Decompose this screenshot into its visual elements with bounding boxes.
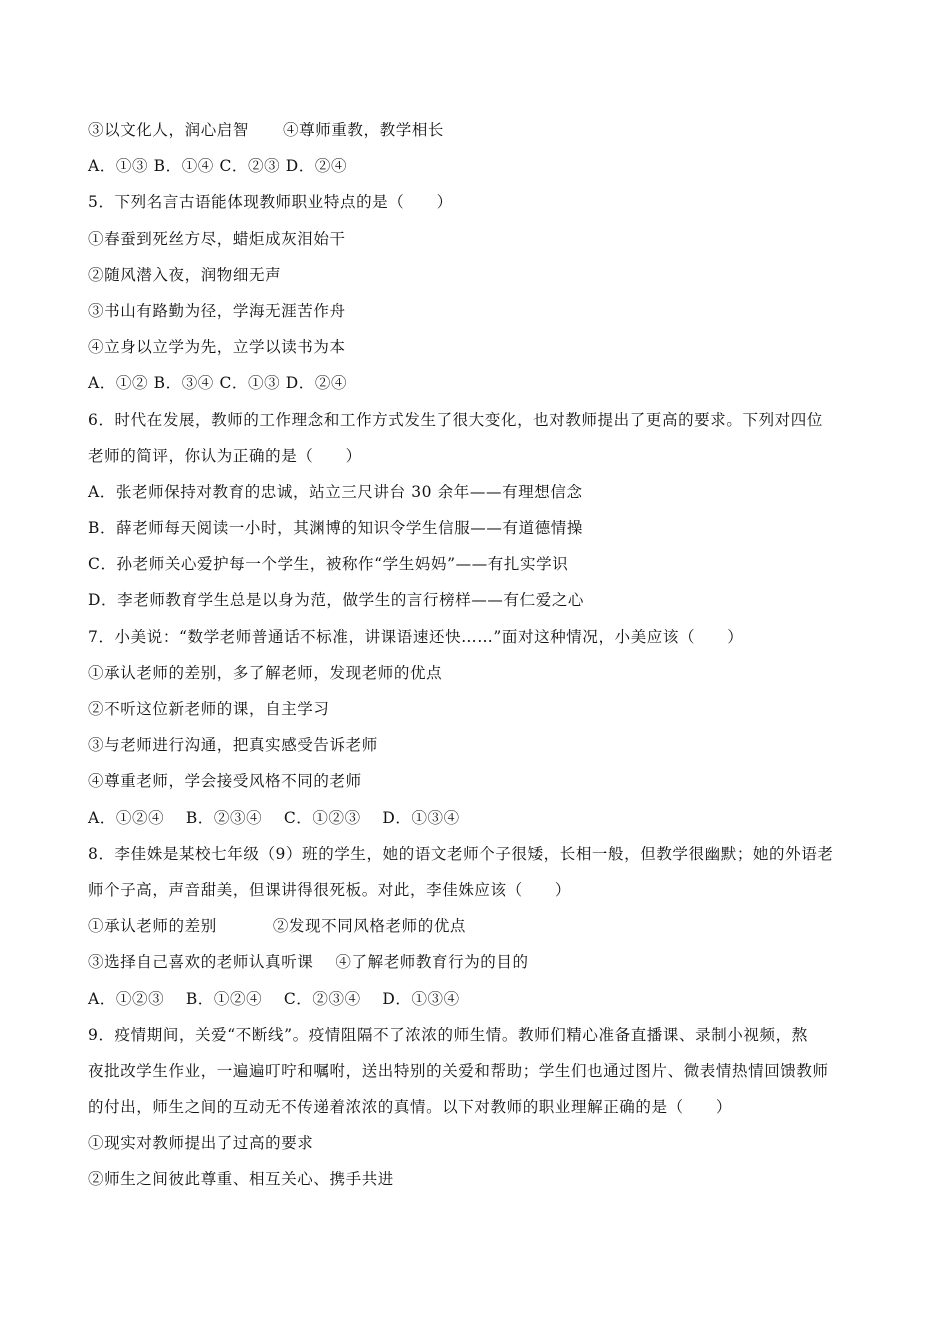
q9-item-2: ②师生之间彼此尊重、相互关心、携手共进 — [88, 1170, 394, 1189]
q8-stem-line-1: 8．李佳姝是某校七年级（9）班的学生，她的语文老师个子很矮，长相一般，但教学很幽默；她的外语老 — [88, 844, 834, 863]
q5-options: A．①② B．③④ C．①③ D．②④ — [88, 374, 348, 393]
q8-items-line-1 — [88, 908, 868, 944]
q6-option-b: B．薛老师每天阅读一小时，其渊博的知识令学生信服——有道德情操 — [88, 519, 583, 538]
q7-item-1: ①承认老师的差别，多了解老师，发现老师的优点 — [88, 663, 443, 682]
q8-options: A．①②③ B．①②④ C．②③④ D．①③④ — [88, 989, 460, 1008]
q6-stem-line-2: 老师的简评，你认为正确的是（ ） — [88, 446, 362, 465]
q7-item-3: ③与老师进行沟通，把真实感受告诉老师 — [88, 736, 378, 755]
q4-items-line — [88, 112, 868, 148]
q6-option-d: D．李老师教育学生总是以身为范，做学生的言行榜样——有仁爱之心 — [88, 591, 585, 610]
q5-stem: 5．下列名言古语能体现教师职业特点的是（ ） — [88, 193, 453, 212]
q7-item-2: ②不听这位新老师的课，自主学习 — [88, 700, 330, 718]
q5-item-4: ④立身以立学为先，立学以读书为本 — [88, 338, 346, 357]
q8-stem-line-2: 师个子高，声音甜美，但课讲得很死板。对此，李佳姝应该（ ） — [88, 880, 572, 899]
q7-stem: 7．小美说：“数学老师普通话不标准，讲课语速还快……”面对这种情况，小美应该（ ） — [88, 627, 744, 646]
q8-items-line-2 — [88, 944, 868, 980]
q4-item-3: ③以文化人，润心启智 — [88, 121, 250, 139]
q6-stem-line-1: 6．时代在发展，教师的工作理念和工作方式发生了很大变化，也对教师提出了更高的要求。下列对四位 — [88, 410, 823, 429]
q9-stem-line-3: 的付出，师生之间的互动无不传递着浓浓的真情。以下对教师的职业理解正确的是（ ） — [88, 1098, 733, 1117]
q9-stem-line-2: 夜批改学生作业，一遍遍叮咛和嘱咐，送出特别的关爱和帮助；学生们也通过图片、微表情热情回馈教师 — [88, 1061, 829, 1080]
question-content — [88, 112, 868, 1198]
q9-item-1: ①现实对教师提出了过高的要求 — [88, 1134, 314, 1153]
q5-item-1: ①春蚕到死丝方尽，蜡炬成灰泪始干 — [88, 229, 346, 248]
q5-item-3: ③书山有路勤为径，学海无涯苦作舟 — [88, 301, 346, 320]
q5-item-2: ②随风潜入夜，润物细无声 — [88, 265, 282, 284]
q4-options: A．①③ B．①④ C．②③ D．②④ — [88, 157, 348, 176]
q8-item-4: ④了解老师教育行为的目的 — [335, 953, 529, 972]
q8-item-3: ③选择自己喜欢的老师认真听课 — [88, 953, 314, 972]
q9-stem-line-1: 9．疫情期间，关爱“不断线”。疫情阻隔不了浓浓的师生情。教师们精心准备直播课、录制小视频，熬 — [88, 1025, 808, 1044]
q6-option-a: A．张老师保持对教育的忠诚，站立三尺讲台 30 余年——有理想信念 — [88, 482, 583, 501]
q8-item-1: ①承认老师的差别 — [88, 917, 217, 936]
q8-item-2: ②发现不同风格老师的优点 — [272, 917, 467, 936]
q4-item-4: ④尊师重教，教学相长 — [283, 121, 445, 139]
q7-options: A．①②④ B．②③④ C．①②③ D．①③④ — [88, 808, 460, 827]
q6-option-c: C．孙老师关心爱护每一个学生，被称作“学生妈妈”——有扎实学识 — [88, 555, 569, 574]
q7-item-4: ④尊重老师，学会接受风格不同的老师 — [88, 772, 362, 791]
